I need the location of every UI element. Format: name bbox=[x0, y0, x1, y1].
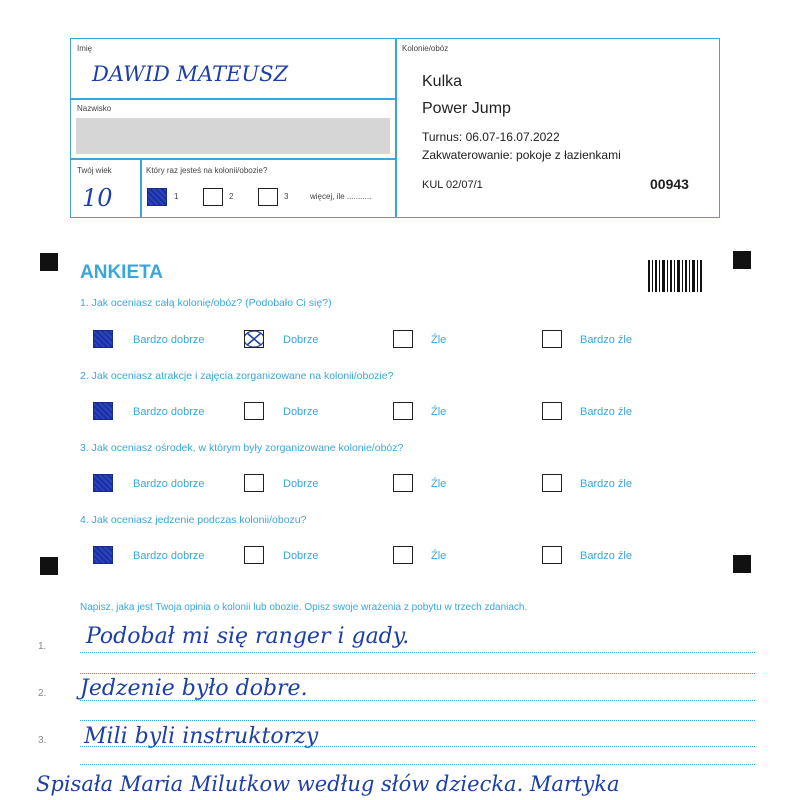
camp-label: Kolonie/obóz bbox=[402, 44, 449, 53]
q1-option-label: Źle bbox=[431, 334, 447, 346]
ktory-raz-option-2: 2 bbox=[229, 192, 234, 201]
ktory-raz-checkbox-1[interactable] bbox=[147, 188, 167, 206]
camp-turnus: Turnus: 06.07-16.07.2022 bbox=[422, 130, 560, 144]
q4-option-label: Bardzo źle bbox=[580, 550, 632, 562]
q4-option-label: Dobrze bbox=[283, 550, 319, 562]
camp-code: KUL 02/07/1 bbox=[422, 179, 483, 191]
q2-option-label: Źle bbox=[431, 406, 447, 418]
dotted-line bbox=[80, 673, 755, 674]
q3-option-label: Dobrze bbox=[283, 478, 319, 490]
wiek-value: 10 bbox=[82, 184, 113, 212]
ktory-raz-checkbox-2[interactable] bbox=[203, 188, 223, 206]
ktory-raz-label: Który raz jesteś na kolonii/obozie? bbox=[146, 166, 268, 175]
registration-mark bbox=[733, 555, 751, 573]
q1-option-dobrze[interactable] bbox=[244, 330, 264, 348]
ktory-raz-more: więcej, ile ........... bbox=[310, 192, 372, 201]
q1-option-zle[interactable] bbox=[393, 330, 413, 348]
q1-option-bardzo-dobrze[interactable] bbox=[93, 330, 113, 348]
question-1-text: 1. Jak oceniasz całą kolonię/obóz? (Podobało Ci się?) bbox=[80, 297, 332, 309]
redacted-surname bbox=[76, 118, 390, 154]
survey-title: ANKIETA bbox=[80, 262, 164, 283]
q3-option-dobrze[interactable] bbox=[244, 474, 264, 492]
q3-option-label: Źle bbox=[431, 478, 447, 490]
opinion-line-1[interactable]: Podobał mi się ranger i gady. bbox=[86, 624, 410, 649]
q3-option-zle[interactable] bbox=[393, 474, 413, 492]
q4-option-bardzo-zle[interactable] bbox=[542, 546, 562, 564]
opinion-line-number: 2. bbox=[38, 688, 47, 699]
footer-handwritten-note: Spisała Maria Milutkow według słów dziecka. Martyka bbox=[36, 772, 620, 796]
q4-option-zle[interactable] bbox=[393, 546, 413, 564]
wiek-label: Twój wiek bbox=[77, 166, 112, 175]
header-divider bbox=[70, 158, 396, 160]
q1-option-label: Bardzo dobrze bbox=[133, 334, 205, 346]
header-divider bbox=[395, 38, 397, 218]
q2-option-label: Dobrze bbox=[283, 406, 319, 418]
camp-number: 00943 bbox=[650, 176, 689, 192]
imie-value: DAWID MATEUSZ bbox=[92, 62, 289, 86]
barcode bbox=[648, 260, 704, 292]
camp-program: Power Jump bbox=[422, 100, 511, 117]
opinion-prompt: Napisz, jaka jest Twoja opinia o kolonii lub obozie. Opisz swoje wrażenia z pobytu w trzech zdaniach. bbox=[80, 602, 528, 613]
q2-option-label: Bardzo źle bbox=[580, 406, 632, 418]
ktory-raz-option-1: 1 bbox=[174, 192, 179, 201]
q3-option-bardzo-dobrze[interactable] bbox=[93, 474, 113, 492]
q4-option-label: Bardzo dobrze bbox=[133, 550, 205, 562]
question-2-text: 2. Jak oceniasz atrakcje i zajęcia zorganizowane na kolonii/obozie? bbox=[80, 370, 394, 382]
ktory-raz-option-3: 3 bbox=[284, 192, 289, 201]
opinion-line-number: 3. bbox=[38, 735, 47, 746]
q3-option-label: Bardzo źle bbox=[580, 478, 632, 490]
q1-option-label: Dobrze bbox=[283, 334, 319, 346]
dotted-line bbox=[80, 764, 755, 765]
q2-option-zle[interactable] bbox=[393, 402, 413, 420]
header-divider bbox=[140, 158, 142, 218]
header-divider bbox=[70, 98, 396, 100]
q2-option-label: Bardzo dobrze bbox=[133, 406, 205, 418]
ktory-raz-checkbox-3[interactable] bbox=[258, 188, 278, 206]
camp-name: Kulka bbox=[422, 73, 463, 90]
q3-option-bardzo-zle[interactable] bbox=[542, 474, 562, 492]
q4-option-bardzo-dobrze[interactable] bbox=[93, 546, 113, 564]
dotted-line bbox=[80, 746, 755, 747]
nazwisko-label: Nazwisko bbox=[77, 104, 112, 113]
question-3-text: 3. Jak oceniasz ośrodek, w którym były zorganizowane kolonie/obóz? bbox=[80, 442, 404, 454]
q1-option-label: Bardzo źle bbox=[580, 334, 632, 346]
opinion-line-2[interactable]: Jedzenie było dobre. bbox=[80, 676, 308, 701]
registration-mark bbox=[40, 253, 58, 271]
opinion-line-3[interactable]: Mili byli instruktorzy bbox=[84, 724, 319, 749]
q2-option-bardzo-zle[interactable] bbox=[542, 402, 562, 420]
opinion-line-number: 1. bbox=[38, 641, 47, 652]
registration-mark bbox=[733, 251, 751, 269]
q1-option-bardzo-zle[interactable] bbox=[542, 330, 562, 348]
dotted-line bbox=[80, 720, 755, 721]
dotted-line bbox=[80, 700, 755, 701]
q2-option-bardzo-dobrze[interactable] bbox=[93, 402, 113, 420]
imie-label: Imię bbox=[77, 44, 93, 53]
question-4-text: 4. Jak oceniasz jedzenie podczas kolonii/obozu? bbox=[80, 514, 307, 526]
dotted-line bbox=[80, 652, 755, 653]
q4-option-dobrze[interactable] bbox=[244, 546, 264, 564]
camp-zakwaterowanie: Zakwaterowanie: pokoje z łazienkami bbox=[422, 148, 621, 162]
q3-option-label: Bardzo dobrze bbox=[133, 478, 205, 490]
registration-mark bbox=[40, 557, 58, 575]
q4-option-label: Źle bbox=[431, 550, 447, 562]
q2-option-dobrze[interactable] bbox=[244, 402, 264, 420]
